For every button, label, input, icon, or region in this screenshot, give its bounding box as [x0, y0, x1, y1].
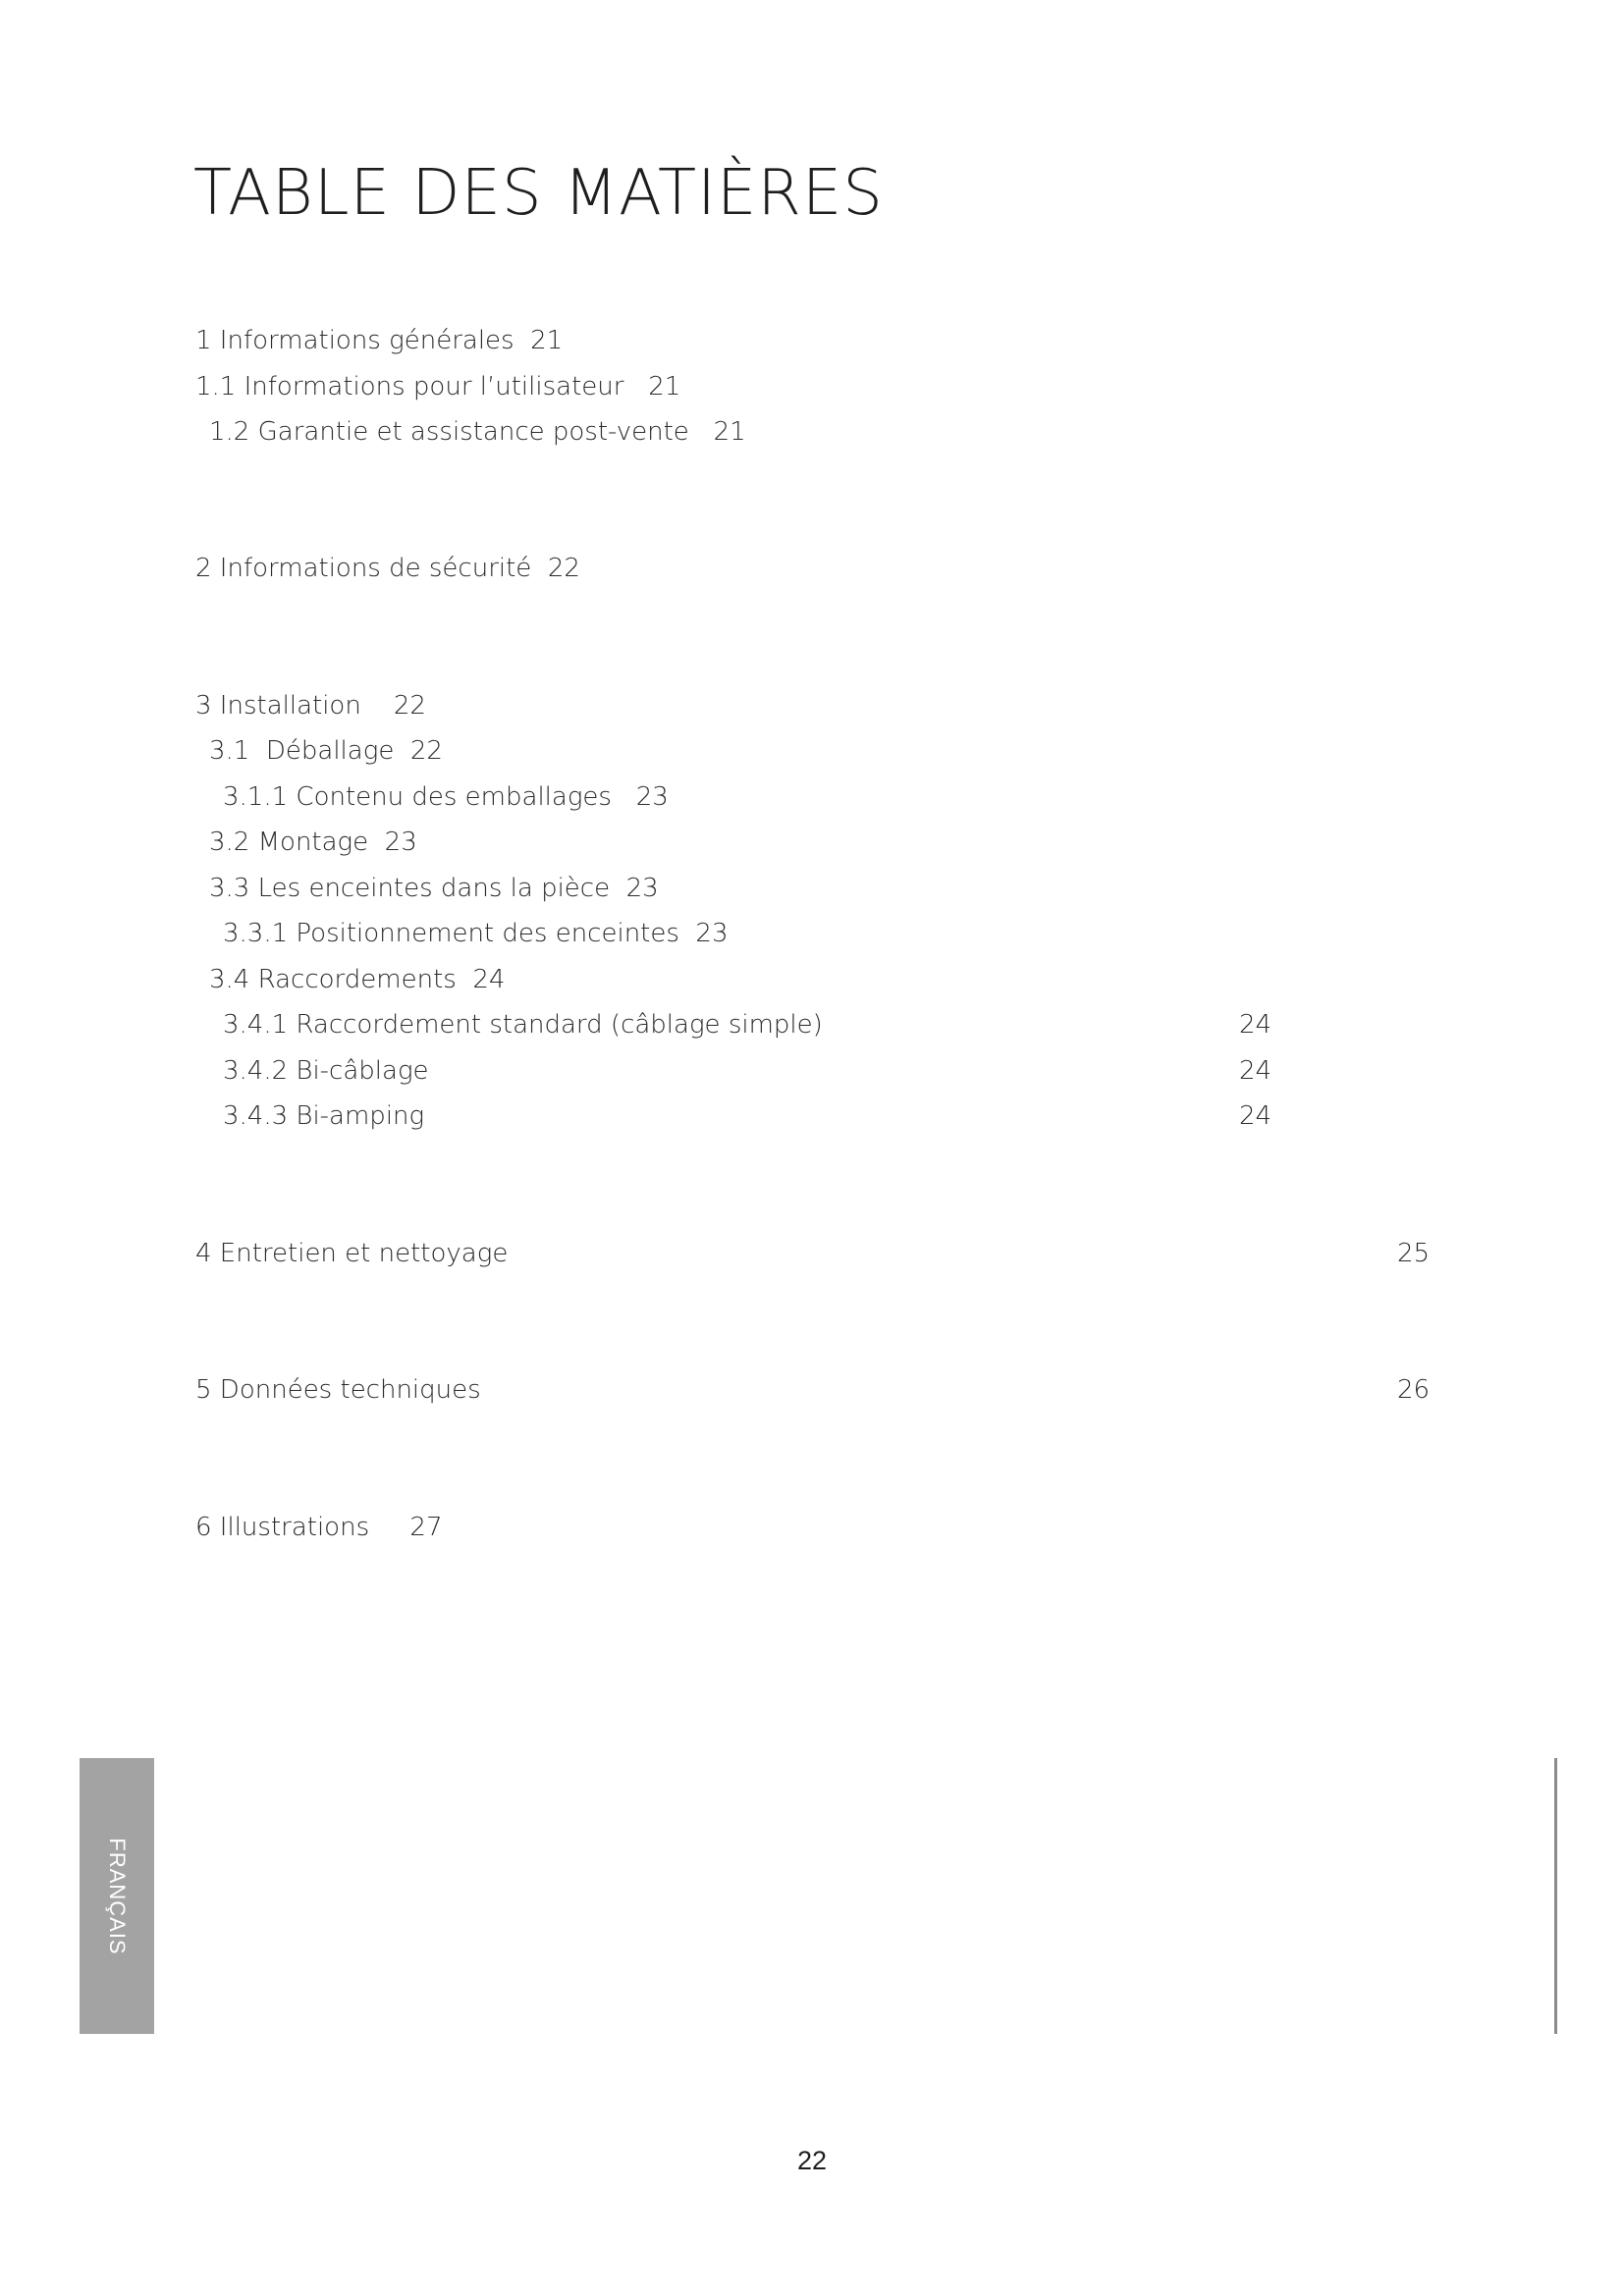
- toc-entry[interactable]: 3.4 Raccordements 24: [209, 965, 506, 994]
- toc-page-number: 24: [1239, 1101, 1272, 1131]
- toc-entry[interactable]: 5 Données techniques: [195, 1375, 481, 1405]
- toc-entry[interactable]: 3.2 Montage 23: [209, 828, 417, 857]
- toc-entry[interactable]: 3.3 Les enceintes dans la pièce 23: [209, 874, 659, 903]
- toc-page-number: 26: [1397, 1375, 1431, 1405]
- toc-entry[interactable]: 1.2 Garantie et assistance post-vente 21: [209, 417, 746, 447]
- toc-entry[interactable]: 2 Informations de sécurité 22: [195, 554, 580, 583]
- toc-entry[interactable]: 3.4.2 Bi-câblage: [223, 1056, 429, 1086]
- right-margin-rule: [1554, 1758, 1557, 2034]
- toc-entry[interactable]: 3.1.1 Contenu des emballages 23: [223, 782, 669, 812]
- toc-page-number: 25: [1397, 1239, 1431, 1268]
- toc-entry[interactable]: 4 Entretien et nettoyage: [195, 1239, 509, 1268]
- toc-entry[interactable]: 3.1 Déballage 22: [209, 736, 443, 766]
- toc-page-number: 24: [1239, 1056, 1272, 1086]
- toc-entry[interactable]: 1.1 Informations pour l’utilisateur 21: [195, 372, 681, 401]
- language-side-tab: [80, 1758, 154, 2034]
- toc-page-number: 24: [1239, 1010, 1272, 1040]
- toc-entry[interactable]: 3.3.1 Positionnement des enceintes 23: [223, 919, 729, 948]
- language-label: FRANÇAIS: [105, 1837, 130, 1955]
- toc-entry[interactable]: 1 Informations générales 21: [195, 326, 564, 355]
- page-title: TABLE DES MATIÈRES: [193, 157, 884, 230]
- toc-entry[interactable]: 3 Installation 22: [195, 691, 426, 721]
- page-number: 22: [796, 2146, 828, 2175]
- toc-entry[interactable]: 3.4.3 Bi-amping: [223, 1101, 425, 1131]
- toc-entry[interactable]: 3.4.1 Raccordement standard (câblage simple): [223, 1010, 823, 1040]
- toc-entry[interactable]: 6 Illustrations 27: [195, 1513, 443, 1542]
